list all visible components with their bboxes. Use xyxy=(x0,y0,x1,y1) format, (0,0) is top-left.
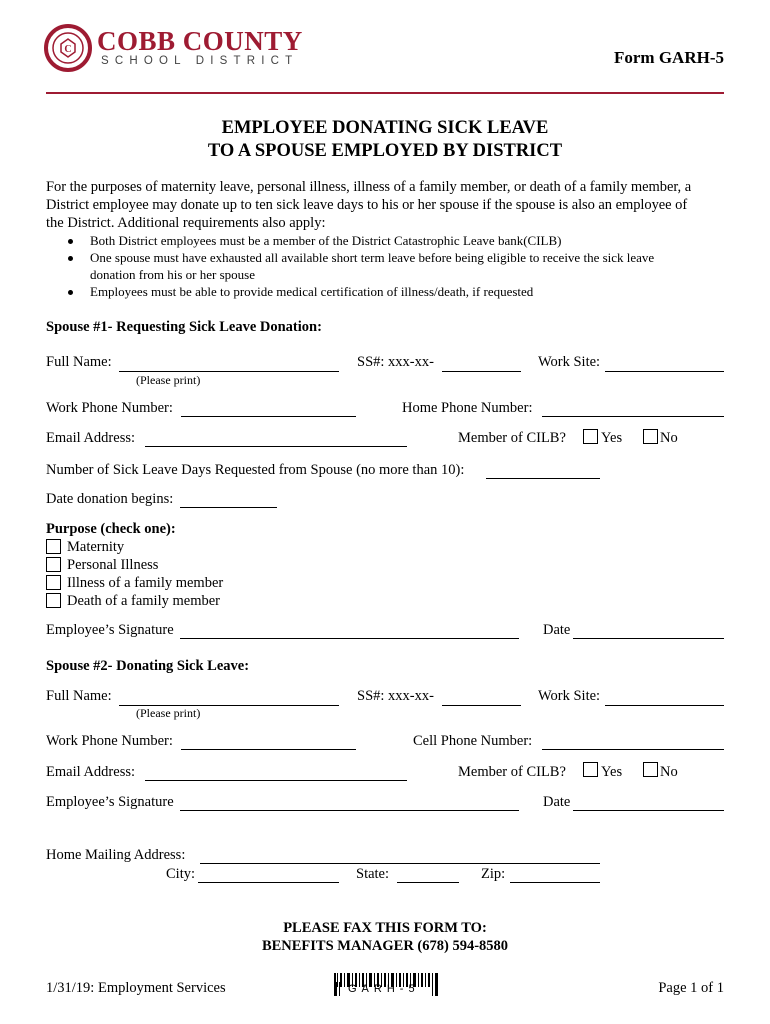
cilb-no-label: No xyxy=(660,764,678,780)
cell-phone-label: Cell Phone Number: xyxy=(413,733,533,749)
date-begins-field[interactable] xyxy=(180,507,277,508)
bullet-icon xyxy=(68,290,73,295)
cilb-yes-checkbox[interactable] xyxy=(583,429,598,444)
ssn-label: SS#: xxx-xx- xyxy=(357,688,434,704)
city-label: City: xyxy=(166,866,196,882)
svg-text:C: C xyxy=(64,44,72,55)
work-phone-label: Work Phone Number: xyxy=(46,400,173,416)
requirement-item: One spouse must have exhausted all available short term leave before being eligible to receive the sick leave xyxy=(90,250,655,265)
email-field[interactable] xyxy=(145,446,407,447)
page-number: Page 1 of 1 xyxy=(658,980,724,996)
home-phone-label: Home Phone Number: xyxy=(402,400,533,416)
email-label: Email Address: xyxy=(46,430,136,446)
please-print-note: (Please print) xyxy=(136,706,201,720)
spouse2-heading: Spouse #2- Donating Sick Leave: xyxy=(46,658,250,674)
cilb-no-checkbox[interactable] xyxy=(643,429,658,444)
email-field[interactable] xyxy=(145,780,407,781)
date-field[interactable] xyxy=(573,810,724,811)
signature-label: Employee’s Signature xyxy=(46,794,174,810)
purpose-family-death-checkbox[interactable] xyxy=(46,593,61,608)
purpose-heading: Purpose (check one): xyxy=(46,521,176,537)
date-label: Date xyxy=(543,794,571,810)
work-phone-field[interactable] xyxy=(181,416,356,417)
home-address-field[interactable] xyxy=(200,863,600,864)
home-phone-field[interactable] xyxy=(542,416,724,417)
cell-phone-field[interactable] xyxy=(542,749,724,750)
barcode-text: GARH-5 xyxy=(348,983,420,995)
requirement-item: donation from his or her spouse xyxy=(90,267,256,282)
date-begins-label: Date donation begins: xyxy=(46,491,174,507)
fax-number: BENEFITS MANAGER (678) 594-8580 xyxy=(261,938,509,954)
work-phone-label: Work Phone Number: xyxy=(46,733,173,749)
intro-line: the District. Additional requirements also apply: xyxy=(46,215,326,231)
home-address-label: Home Mailing Address: xyxy=(46,847,186,863)
please-print-note: (Please print) xyxy=(136,373,201,387)
purpose-personal-illness-checkbox[interactable] xyxy=(46,557,61,572)
signature-field[interactable] xyxy=(180,810,519,811)
state-field[interactable] xyxy=(397,882,459,883)
requirement-item: Employees must be able to provide medical certification of illness/death, if requested xyxy=(90,284,534,299)
cilb-label: Member of CILB? xyxy=(458,430,566,446)
work-site-label: Work Site: xyxy=(538,354,601,370)
form-id: Form GARH-5 xyxy=(613,48,724,67)
purpose-option: Illness of a family member xyxy=(67,575,224,591)
cilb-yes-checkbox[interactable] xyxy=(583,762,598,777)
zip-field[interactable] xyxy=(510,882,600,883)
intro-line: For the purposes of maternity leave, personal illness, illness of a family member, or death of a family member, a xyxy=(46,179,692,195)
spouse1-heading: Spouse #1- Requesting Sick Leave Donation: xyxy=(46,319,322,335)
ssn-label: SS#: xxx-xx- xyxy=(357,354,434,370)
footer-date: 1/31/19: Employment Services xyxy=(46,980,226,996)
ssn-field[interactable] xyxy=(442,371,521,372)
intro-line: District employee may donate up to ten sick leave days to his or her spouse if the spouse is also an employee of xyxy=(46,197,688,213)
full-name-label: Full Name: xyxy=(46,688,112,704)
purpose-option: Personal Illness xyxy=(67,557,159,573)
fax-instruction: PLEASE FAX THIS FORM TO: xyxy=(283,920,487,936)
email-label: Email Address: xyxy=(46,764,136,780)
logo-subtitle: SCHOOL DISTRICT xyxy=(101,55,299,67)
seal-icon xyxy=(44,24,92,72)
work-site-label: Work Site: xyxy=(538,688,601,704)
zip-label: Zip: xyxy=(481,866,506,882)
city-field[interactable] xyxy=(198,882,339,883)
bullet-icon xyxy=(68,256,73,261)
page-title-line1: EMPLOYEE DONATING SICK LEAVE xyxy=(221,118,549,138)
ssn-field[interactable] xyxy=(442,705,521,706)
days-requested-field[interactable] xyxy=(486,478,600,479)
days-requested-label: Number of Sick Leave Days Requested from Spouse (no more than 10): xyxy=(46,462,465,478)
logo-name: COBB COUNTY xyxy=(97,26,303,56)
bullet-icon xyxy=(68,239,73,244)
purpose-family-illness-checkbox[interactable] xyxy=(46,575,61,590)
purpose-option: Maternity xyxy=(67,539,125,555)
cilb-no-label: No xyxy=(660,430,678,446)
cilb-label: Member of CILB? xyxy=(458,764,566,780)
page-title-line2: TO A SPOUSE EMPLOYED BY DISTRICT xyxy=(207,141,563,161)
requirement-item: Both District employees must be a member of the District Catastrophic Leave bank(CILB) xyxy=(90,233,562,248)
state-label: State: xyxy=(356,866,390,882)
purpose-maternity-checkbox[interactable] xyxy=(46,539,61,554)
date-label: Date xyxy=(543,622,571,638)
purpose-option: Death of a family member xyxy=(67,593,220,609)
cilb-no-checkbox[interactable] xyxy=(643,762,658,777)
full-name-label: Full Name: xyxy=(46,354,112,370)
full-name-field[interactable] xyxy=(119,371,339,372)
work-phone-field[interactable] xyxy=(181,749,356,750)
date-field[interactable] xyxy=(573,638,724,639)
signature-label: Employee’s Signature xyxy=(46,622,174,638)
signature-field[interactable] xyxy=(180,638,519,639)
cilb-yes-label: Yes xyxy=(601,764,623,780)
cilb-yes-label: Yes xyxy=(601,430,623,446)
work-site-field[interactable] xyxy=(605,705,724,706)
work-site-field[interactable] xyxy=(605,371,724,372)
header-rule xyxy=(46,92,724,94)
